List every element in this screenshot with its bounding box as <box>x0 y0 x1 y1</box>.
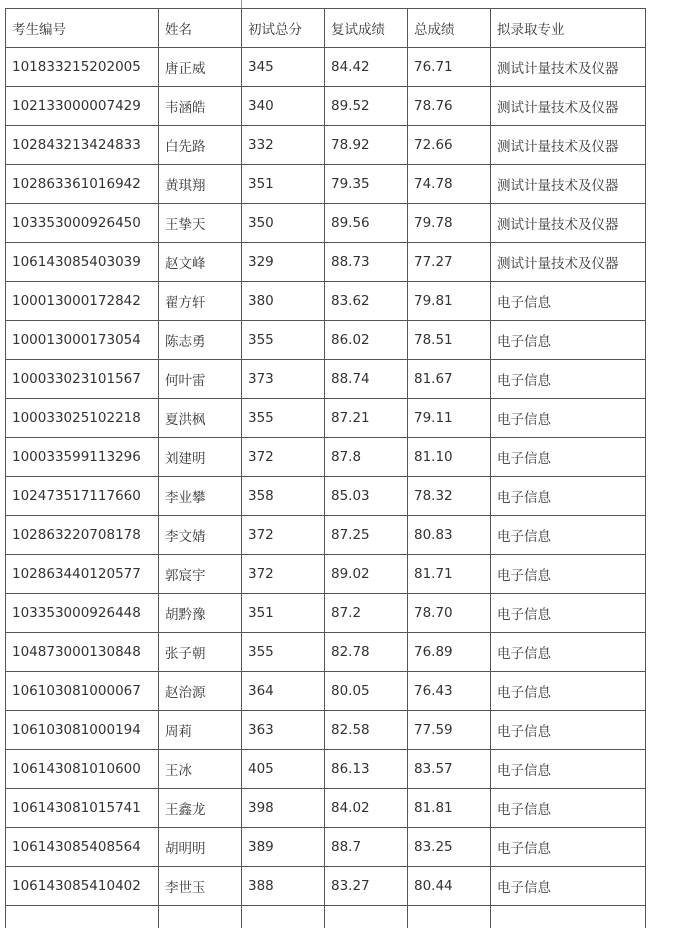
cell-candidate-id: 102863220708178 <box>6 516 159 555</box>
cell-major: 电子信息 <box>491 321 646 360</box>
cell-total-score: 81.67 <box>408 360 491 399</box>
cell-name: 胡明明 <box>159 828 242 867</box>
cell-initial-score: 380 <box>242 282 325 321</box>
cell-retest-score: 86.13 <box>325 750 408 789</box>
table-divider-stub <box>241 0 242 8</box>
table-row <box>6 750 646 789</box>
cell-total-score: 83.57 <box>408 750 491 789</box>
cell-retest-score: 87.2 <box>325 594 408 633</box>
cell-initial-score: 351 <box>242 594 325 633</box>
table-row <box>6 165 646 204</box>
cell-major: 测试计量技术及仪器 <box>491 87 646 126</box>
cell-major: 电子信息 <box>491 516 646 555</box>
cell-initial-score: 355 <box>242 399 325 438</box>
table-row <box>6 516 646 555</box>
cell-initial-score: 372 <box>242 555 325 594</box>
cell-initial-score: 398 <box>242 789 325 828</box>
cell-retest-score: 87.8 <box>325 438 408 477</box>
table-row <box>6 672 646 711</box>
cell-initial-score: 345 <box>242 48 325 87</box>
header-initial-score: 初试总分 <box>242 9 325 48</box>
cell-initial-score: 329 <box>242 243 325 282</box>
cell-retest-score: 88.73 <box>325 243 408 282</box>
cell-candidate-id: 100033023101567 <box>6 360 159 399</box>
cell-retest-score: 86.02 <box>325 321 408 360</box>
cell-total-score: 79.78 <box>408 204 491 243</box>
cell-major: 电子信息 <box>491 828 646 867</box>
cell-candidate-id: 106143081010600 <box>6 750 159 789</box>
cell-retest-score: 80.05 <box>325 672 408 711</box>
cell-name: 陈志勇 <box>159 321 242 360</box>
cell-initial-score: 358 <box>242 477 325 516</box>
cell-candidate-id: 100013000173054 <box>6 321 159 360</box>
cell-name: 胡黔豫 <box>159 594 242 633</box>
cell-major: 电子信息 <box>491 477 646 516</box>
cell-name: 王冰 <box>159 750 242 789</box>
cell-total-score: 80.83 <box>408 516 491 555</box>
cell-candidate-id: 106143085403039 <box>6 243 159 282</box>
cell-initial-score: 372 <box>242 438 325 477</box>
table-row <box>6 711 646 750</box>
cell-name: 白先路 <box>159 126 242 165</box>
cell-candidate-id: 106103081000067 <box>6 672 159 711</box>
cell-candidate-id: 102863440120577 <box>6 555 159 594</box>
cell-name: 王挚天 <box>159 204 242 243</box>
cell-initial-score: 355 <box>242 321 325 360</box>
table-row <box>6 438 646 477</box>
cell-candidate-id: 102863361016942 <box>6 165 159 204</box>
cell-name: 李世玉 <box>159 867 242 906</box>
cell-candidate-id: 106143081015741 <box>6 789 159 828</box>
table-row <box>6 87 646 126</box>
cell-initial-score: 373 <box>242 360 325 399</box>
cell-name: 唐正威 <box>159 48 242 87</box>
cell-name: 周莉 <box>159 711 242 750</box>
table-row <box>6 399 646 438</box>
table-row <box>6 867 646 906</box>
table-row <box>6 243 646 282</box>
cell-total-score: 80.44 <box>408 867 491 906</box>
table-row <box>6 828 646 867</box>
cell-major: 测试计量技术及仪器 <box>491 204 646 243</box>
cell-initial-score: 405 <box>242 750 325 789</box>
cell-retest-score: 78.92 <box>325 126 408 165</box>
cell-candidate-id: 100033025102218 <box>6 399 159 438</box>
cell-retest-score: 83.62 <box>325 282 408 321</box>
cell-retest-score: 83.27 <box>325 867 408 906</box>
cell-initial-score: 388 <box>242 867 325 906</box>
cell-name: 王鑫龙 <box>159 789 242 828</box>
cell-retest-score: 82.78 <box>325 633 408 672</box>
cell-major: 电子信息 <box>491 438 646 477</box>
cell-name: 夏洪枫 <box>159 399 242 438</box>
cell-major: 测试计量技术及仪器 <box>491 126 646 165</box>
header-total-score: 总成绩 <box>408 9 491 48</box>
cell-initial-score: 350 <box>242 204 325 243</box>
header-name: 姓名 <box>159 9 242 48</box>
cell-total-score: 77.59 <box>408 711 491 750</box>
cell-name: 赵治源 <box>159 672 242 711</box>
cell-total-score: 76.89 <box>408 633 491 672</box>
cell-retest-score: 89.52 <box>325 87 408 126</box>
cell-total-score: 76.71 <box>408 48 491 87</box>
cell-candidate-id: 106143085410402 <box>6 867 159 906</box>
cell-name: 李文婧 <box>159 516 242 555</box>
cell-retest-score: 84.42 <box>325 48 408 87</box>
admission-score-table <box>5 8 646 928</box>
cell-total-score: 77.27 <box>408 243 491 282</box>
cell-name: 赵文峰 <box>159 243 242 282</box>
cell-total-score: 83.25 <box>408 828 491 867</box>
cell-candidate-id: 101833215202005 <box>6 48 159 87</box>
cell-total-score: 79.81 <box>408 282 491 321</box>
cell-major: 电子信息 <box>491 594 646 633</box>
cell-candidate-id: 100013000172842 <box>6 282 159 321</box>
cell-retest-score: 84.02 <box>325 789 408 828</box>
cell-retest-score: 89.02 <box>325 555 408 594</box>
cell-candidate-id: 102473517117660 <box>6 477 159 516</box>
cell-initial-score: 340 <box>242 87 325 126</box>
cell-major: 电子信息 <box>491 750 646 789</box>
cell-name: 郭宸宇 <box>159 555 242 594</box>
cell-retest-score: 87.21 <box>325 399 408 438</box>
cell-total-score: 76.43 <box>408 672 491 711</box>
cell-retest-score: 79.35 <box>325 165 408 204</box>
cell-initial-score: 355 <box>242 633 325 672</box>
cell-retest-score: 88.7 <box>325 828 408 867</box>
cell-name: 李业攀 <box>159 477 242 516</box>
header-retest-score: 复试成绩 <box>325 9 408 48</box>
cell-major: 电子信息 <box>491 789 646 828</box>
cell-candidate-id: 102843213424833 <box>6 126 159 165</box>
cell-total-score: 78.51 <box>408 321 491 360</box>
cell-total-score: 72.66 <box>408 126 491 165</box>
cell-major: 电子信息 <box>491 360 646 399</box>
cell-total-score: 78.70 <box>408 594 491 633</box>
cell-total-score: 78.76 <box>408 87 491 126</box>
cell-retest-score: 89.56 <box>325 204 408 243</box>
cell-major: 电子信息 <box>491 633 646 672</box>
table-body <box>6 48 646 928</box>
table-row <box>6 282 646 321</box>
cell-candidate-id: 104873000130848 <box>6 633 159 672</box>
cell-initial-score: 364 <box>242 672 325 711</box>
cell-name: 翟方轩 <box>159 282 242 321</box>
cell-initial-score: 372 <box>242 516 325 555</box>
table-row <box>6 204 646 243</box>
cell-initial-score: 351 <box>242 165 325 204</box>
table-row <box>6 594 646 633</box>
cell-major: 电子信息 <box>491 399 646 438</box>
cell-name: 刘建明 <box>159 438 242 477</box>
table-row <box>6 360 646 399</box>
cell-candidate-id: 102133000007429 <box>6 87 159 126</box>
cell-retest-score: 82.58 <box>325 711 408 750</box>
cell-name: 何叶雷 <box>159 360 242 399</box>
table-row <box>6 555 646 594</box>
cell-name: 韦涵皓 <box>159 87 242 126</box>
table-row <box>6 633 646 672</box>
cell-candidate-id: 103353000926448 <box>6 594 159 633</box>
cell-total-score: 81.81 <box>408 789 491 828</box>
cell-major: 测试计量技术及仪器 <box>491 165 646 204</box>
cell-major: 测试计量技术及仪器 <box>491 48 646 87</box>
cell-candidate-id: 100033599113296 <box>6 438 159 477</box>
table-row <box>6 321 646 360</box>
header-major: 拟录取专业 <box>491 9 646 48</box>
cell-initial-score: 389 <box>242 828 325 867</box>
cell-major: 电子信息 <box>491 672 646 711</box>
cell-total-score: 79.11 <box>408 399 491 438</box>
cell-initial-score: 332 <box>242 126 325 165</box>
cell-major: 测试计量技术及仪器 <box>491 243 646 282</box>
table-row <box>6 126 646 165</box>
cell-major: 电子信息 <box>491 282 646 321</box>
cell-retest-score: 87.25 <box>325 516 408 555</box>
table-row <box>6 789 646 828</box>
table-row <box>6 48 646 87</box>
cell-total-score: 78.32 <box>408 477 491 516</box>
cell-total-score: 74.78 <box>408 165 491 204</box>
cell-initial-score: 363 <box>242 711 325 750</box>
cell-name: 张子朝 <box>159 633 242 672</box>
cell-major: 电子信息 <box>491 555 646 594</box>
cell-major: 电子信息 <box>491 867 646 906</box>
cell-total-score: 81.71 <box>408 555 491 594</box>
table-header-row <box>6 9 646 48</box>
cell-retest-score: 88.74 <box>325 360 408 399</box>
cell-total-score: 81.10 <box>408 438 491 477</box>
cell-retest-score: 85.03 <box>325 477 408 516</box>
cell-candidate-id: 103353000926450 <box>6 204 159 243</box>
header-candidate-id: 考生编号 <box>6 9 159 48</box>
cell-major: 电子信息 <box>491 711 646 750</box>
table-row <box>6 477 646 516</box>
cell-candidate-id: 106103081000194 <box>6 711 159 750</box>
cell-candidate-id: 106143085408564 <box>6 828 159 867</box>
cell-name: 黄琪翔 <box>159 165 242 204</box>
